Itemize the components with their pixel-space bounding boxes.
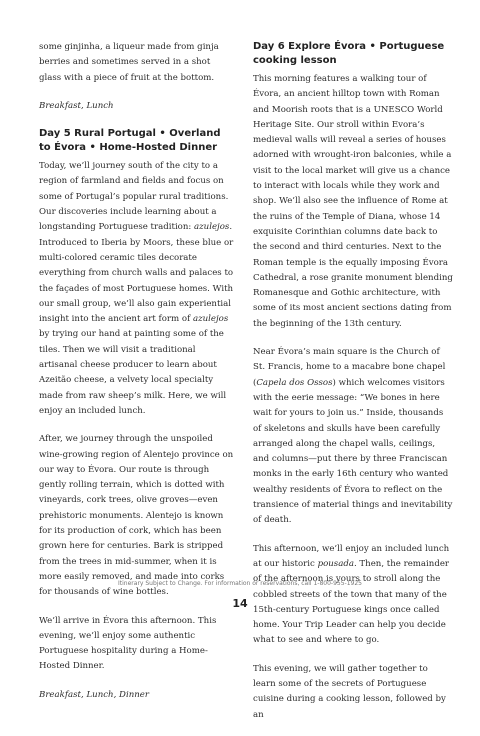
day-5-heading: Day 5 Rural Portugal • Overland to Évora • Home-Hosted Dinner [39,128,221,154]
body-paragraph: some ginjinha, a liqueur made from ginja berries and sometimes served in a shot glass with a piece of fruit at the bottom. [39,42,219,83]
text-run: Today, we’ll journey south of the city to a region of farmland and fields and focus on some of Portugal’s popular rural traditions. Our discoveries include learning about a longstanding Portuguese tradition: [39,161,229,233]
body-paragraph: This morning features a walking tour of Évora, an ancient hilltop town with Roman and Moorish roots that is a UNESCO World Heritage Site. Our stroll within Evora’s medieval walls will reveal a series of houses adorned with wrought-iron balconies, while a visit to the local market will give us a chance to interact with locals while they work and shop. We’ll also see the influence of Rome at the ruins of the Temple of Diana, whose 14 exquisite Corinthian columns date back to the second and third centuries. Next to the Roman temple is the equally imposing Évora Cathedral, a rose granite monument blending Romanesque and Gothic architecture, with some of its most ancient sections dating from the beginning of the 13th century. [253,74,453,329]
body-paragraph [253,542,453,649]
right-column [253,40,453,736]
body-paragraph [253,345,453,529]
meals-included: Breakfast, Lunch [39,100,114,111]
text-run: . Then, the remainder of the afternoon is yours to stroll along the cobbled streets of the town that many of the 15th-century Portuguese kings once called home. Your Trip Leader can help you decide what to see and where to go. [253,558,450,646]
body-paragraph: This evening, we will gather together to learn some of the secrets of Portuguese cuisine during a cooking lesson, followed by an [253,663,446,720]
left-column [39,40,235,716]
italic-term: pousada [317,558,354,569]
body-paragraph: We’ll arrive in Évora this afternoon. This evening, we’ll enjoy some authentic Portuguese hospitality during a Home-Hosted Dinner. [39,615,217,672]
body-paragraph [39,159,235,419]
footer-note: Itinerary Subject to Change. For information or reservations, call 1-800-955-1925 [118,580,362,587]
italic-term: azulejos [194,222,230,233]
meals-included: Breakfast, Lunch, Dinner [39,689,149,700]
text-run: by trying our hand at painting some of the tiles. Then we will visit a traditional artisanal cheese producer to learn about Azeitão cheese, a velvety local specialty made from raw sheep’s milk. Here, we will enjoy an included lunch. [39,329,227,416]
body-paragraph: After, we journey through the unspoiled wine-growing region of Alentejo province on our way to Évora. Our route is through gently rolling terrain, which is dotted with vineyards, cork trees, olive groves—even prehistoric monuments. Alentejo is known for its production of cork, which has been grown here for centuries. Bark is stripped from the trees in mid-summer, when it is more easily removed, and made into corks for thousands of wine bottles. [39,434,234,598]
text-run: . Introduced to Iberia by Moors, these blue or multi-colored ceramic tiles decorate everything from church walls and palaces to the façades of most Portuguese homes. With our small group, we’ll also gain experiential insight into the ancient art form of [39,222,234,325]
text-run: This afternoon, we’ll enjoy an included lunch at our historic [253,543,450,569]
text-run: Near Évora’s main square is the Church of St. Francis, home to a macabre bone chapel ( [253,347,446,388]
page-number: 14 [232,597,248,610]
italic-term: Capela dos Ossos [256,377,333,388]
italic-term: azulejos [192,314,229,325]
day-6-heading: Day 6 Explore Évora • Portuguese cooking lesson [253,41,445,66]
text-run: ) which welcomes visitors with the eerie message: “We bones in here wait for yours to join us.” Inside, thousands of skeletons and skulls have been carefully arranged along the chapel walls, ceilings, and columns—put there by three Franciscan monks in the early 16th century who wanted wealthy residents of Évora to reflect on the transience of material things and inevitability of death. [253,377,453,526]
